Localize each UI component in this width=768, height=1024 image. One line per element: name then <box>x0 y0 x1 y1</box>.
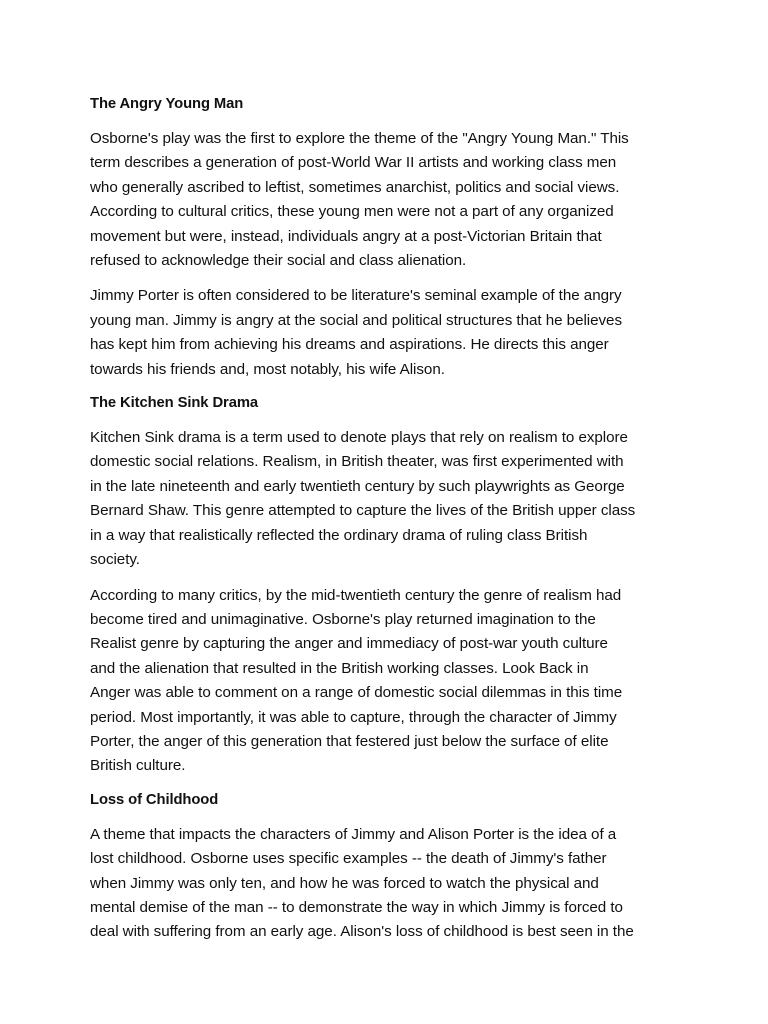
section-heading-angry-young-man: The Angry Young Man <box>90 96 244 112</box>
paragraph-kitchen-sink-definition <box>90 426 680 572</box>
paragraph-loss-of-childhood <box>90 823 680 945</box>
text-line: who generally ascribed to leftist, sometimes anarchist, politics and social views. <box>90 178 620 196</box>
paragraph-realism-critics <box>90 584 680 779</box>
text-line: Bernard Shaw. This genre attempted to capture the lives of the British upper class <box>90 502 636 520</box>
paragraph-angry-young-man-intro <box>90 127 680 273</box>
text-line: According to cultural critics, these young men were not a part of any organized <box>90 203 614 221</box>
text-line: society. <box>90 551 140 569</box>
text-line: Realist genre by capturing the anger and immediacy of post-war youth culture <box>90 635 608 653</box>
document-content <box>90 94 680 956</box>
paragraph-jimmy-porter <box>90 284 680 382</box>
text-line: mental demise of the man -- to demonstrate the way in which Jimmy is forced to <box>90 898 623 916</box>
text-line: Porter, the anger of this generation that festered just below the surface of elite <box>90 732 609 750</box>
text-line: term describes a generation of post-World War II artists and working class men <box>90 154 617 172</box>
text-line: Kitchen Sink drama is a term used to denote plays that rely on realism to explore <box>90 429 628 447</box>
text-line: and the alienation that resulted in the British working classes. Look Back in <box>90 659 589 677</box>
text-line: refused to acknowledge their social and class alienation. <box>90 252 467 270</box>
text-line: domestic social relations. Realism, in British theater, was first experimented with <box>90 453 624 471</box>
section-heading-kitchen-sink-drama: The Kitchen Sink Drama <box>90 395 259 412</box>
text-line: Osborne's play was the first to explore the theme of the "Angry Young Man." This <box>90 130 629 147</box>
text-line: towards his friends and, most notably, his wife Alison. <box>90 360 445 378</box>
text-line: lost childhood. Osborne uses specific examples -- the death of Jimmy's father <box>90 850 607 868</box>
text-line: movement but were, instead, individuals angry at a post-Victorian Britain that <box>90 227 602 245</box>
text-line: period. Most importantly, it was able to capture, through the character of Jimmy <box>90 708 617 726</box>
text-line: has kept him from achieving his dreams and aspirations. He directs this anger <box>90 336 609 354</box>
text-line: A theme that impacts the characters of Jimmy and Alison Porter is the idea of a <box>90 825 617 843</box>
text-line: in a way that realistically reflected the ordinary drama of ruling class British <box>90 526 588 544</box>
text-line: young man. Jimmy is angry at the social and political structures that he believes <box>90 311 622 329</box>
text-line: British culture. <box>90 757 186 775</box>
text-line: Jimmy Porter is often considered to be literature's seminal example of the angry <box>90 287 622 305</box>
text-line: Anger was able to comment on a range of domestic social dilemmas in this time <box>90 684 623 702</box>
text-line: become tired and unimaginative. Osborne's play returned imagination to the <box>90 610 596 628</box>
section-heading-loss-of-childhood: Loss of Childhood <box>90 791 219 808</box>
text-line: deal with suffering from an early age. Alison's loss of childhood is best seen in the <box>90 923 634 941</box>
text-line: According to many critics, by the mid-twentieth century the genre of realism had <box>90 586 622 604</box>
text-line: when Jimmy was only ten, and how he was forced to watch the physical and <box>90 874 599 892</box>
text-line: in the late nineteenth and early twentieth century by such playwrights as George <box>90 477 625 495</box>
